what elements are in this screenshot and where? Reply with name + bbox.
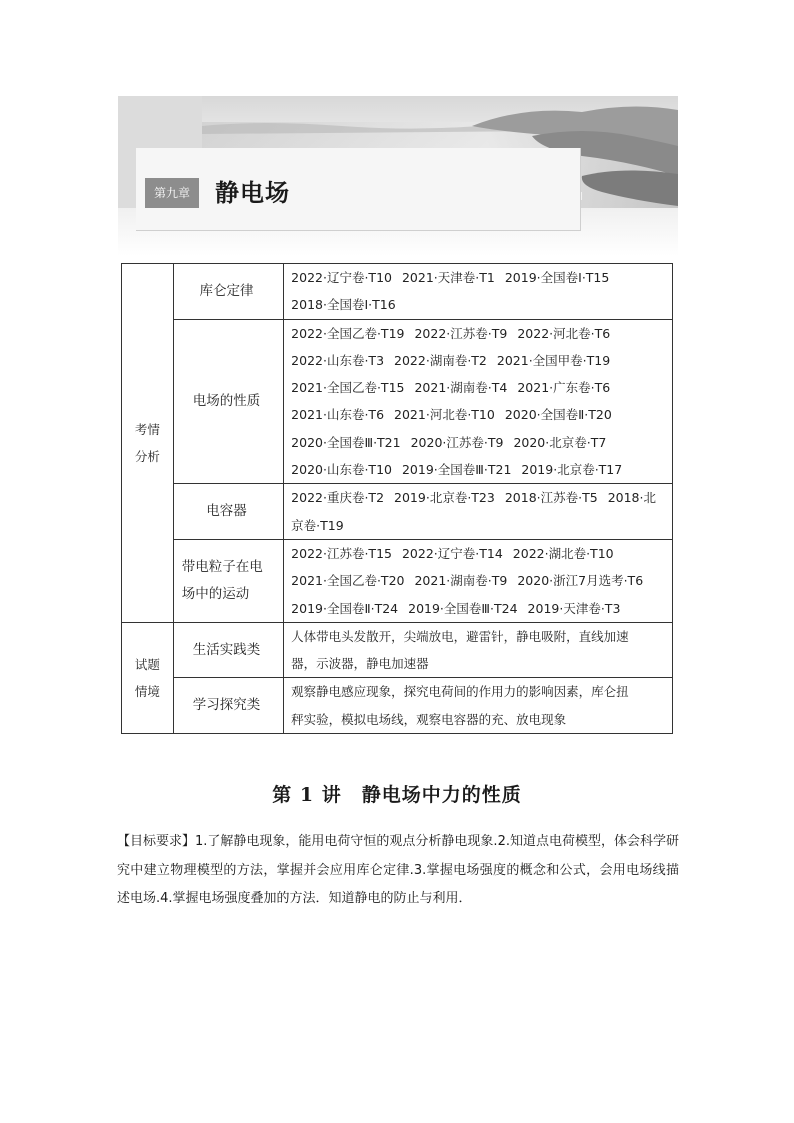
exam-analysis-table [121,263,673,734]
table-row [122,539,673,622]
objectives-text: 1.了解静电现象，能用电荷守恒的观点分析静电现象.2.知道点电荷模型，体会科学研究中建立物理模型的方法，掌握并会应用库仑定律.3.掌握电场强度的概念和公式，会用电场线描述电场.4.掌握电场强度叠加的方法．知道静电的防止与利用． [117,834,679,906]
category-question-context [122,622,174,733]
topic-exam-list: 2022·江苏卷·T15 2022·辽宁卷·T14 2022·湖北卷·T10 2021·全国乙卷·T20 2021·湖南卷·T9 2020·浙江7月选考·T6 2019·全国卷Ⅱ·T24 2019·全国卷Ⅲ·T24 2019·天津卷·T3 [284,539,673,622]
chapter-number-badge: 第九章 [145,178,199,208]
chapter-title-panel [136,148,581,231]
topic-exam-list: 2022·辽宁卷·T10 2021·天津卷·T1 2019·全国卷Ⅰ·T15 2018·全国卷Ⅰ·T16 [284,264,673,320]
topic-label: 电容器 [173,484,283,540]
topic-exam-list: 2022·重庆卷·T2 2019·北京卷·T23 2018·江苏卷·T5 2018·北 京卷·T19 [284,484,673,540]
table-row [122,264,673,320]
table-row [122,678,673,734]
table-row [122,622,673,678]
topic-label: 生活实践类 [173,622,283,678]
category-line: 试题 [134,656,160,672]
lecture-title: 第 1 讲 静电场中力的性质 [272,784,522,806]
topic-label: 电场的性质 [173,319,283,484]
topic-label: 库仑定律 [173,264,283,320]
topic-label: 学习探究类 [173,678,283,734]
topic-label: 带电粒子在电 场中的运动 [173,539,283,622]
chapter-title: 静电场 [215,179,290,207]
objectives-label: 【目标要求】 [117,834,196,849]
learning-objectives [117,828,679,914]
chapter-banner [118,96,678,256]
category-line: 分析 [134,448,160,464]
context-description: 人体带电头发散开，尖端放电，避雷针，静电吸附，直线加速 器，示波器，静电加速器 [284,622,673,678]
table-row [122,319,673,484]
category-line: 情境 [134,683,160,699]
topic-exam-list: 2022·全国乙卷·T19 2022·江苏卷·T9 2022·河北卷·T6 2022·山东卷·T3 2022·湖南卷·T2 2021·全国甲卷·T19 2021·全国乙卷·T15 2021·湖南卷·T4 2021·广东卷·T6 2021·山东卷·T6 2021·河北卷·T10 2020·全国卷Ⅱ·T20 2020·全国卷Ⅲ·T21 2020·江苏卷·T9 2020·北京卷·T7 2020·山东卷·T10 2019·全国卷Ⅲ·T21 2019·北京卷·T17 [284,319,673,484]
table-row [122,484,673,540]
category-exam-analysis [122,264,174,623]
category-line: 考情 [134,421,160,437]
context-description: 观察静电感应现象，探究电荷间的作用力的影响因素，库仑扭 秤实验，模拟电场线，观察电容器的充、放电现象 [284,678,673,734]
